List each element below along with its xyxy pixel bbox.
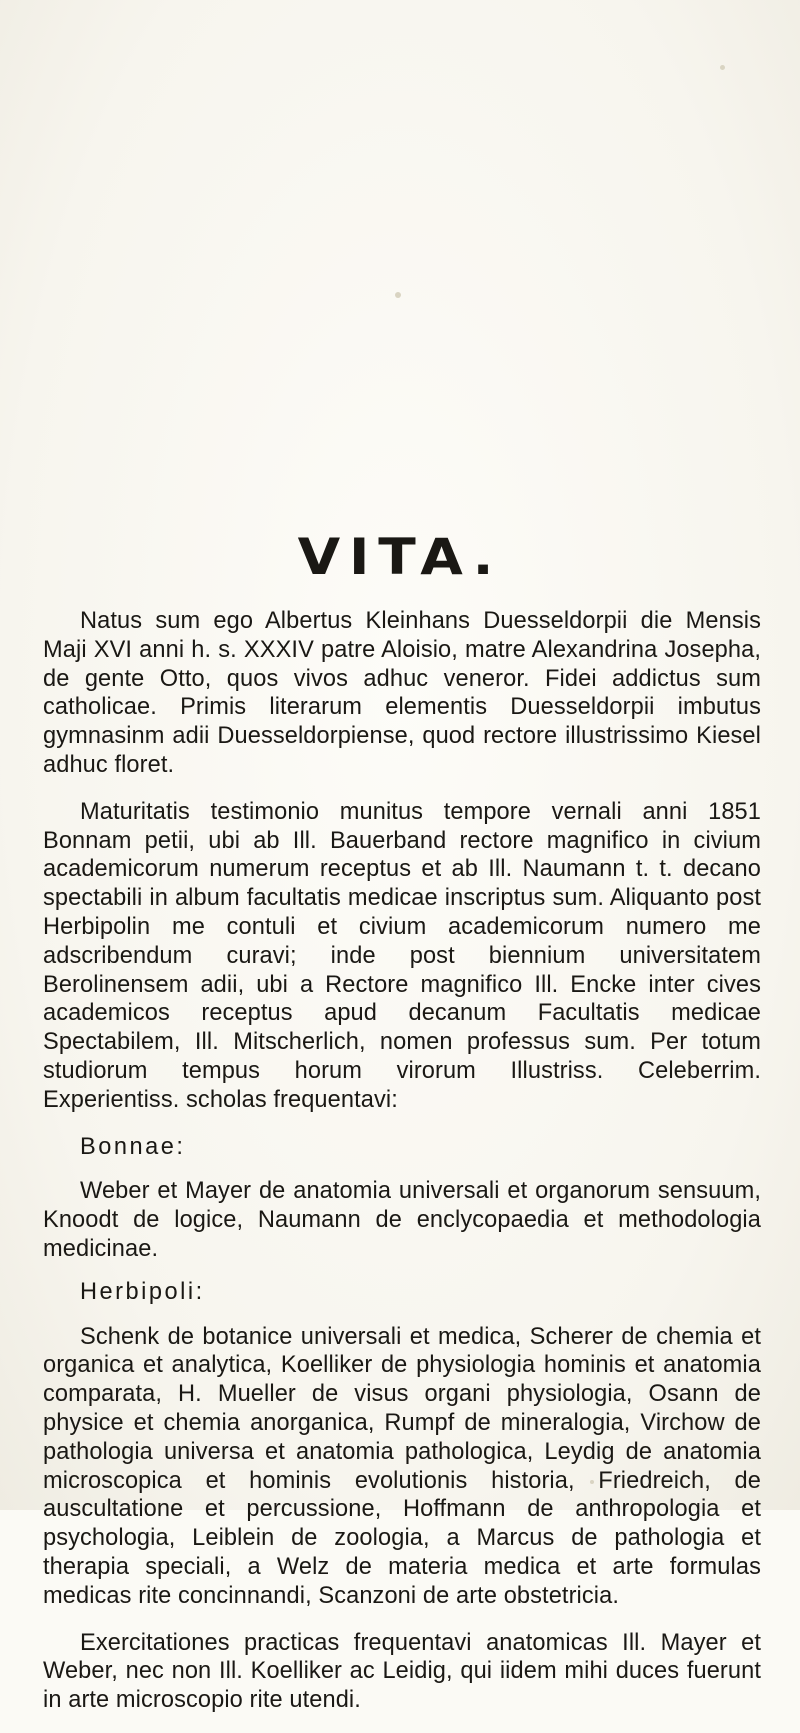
- section-heading-bonnae: Bonnae:: [80, 1133, 186, 1160]
- paragraph-exercitationes: Exercitationes practicas frequentavi anatomicas Ill. Mayer et Weber, nec non Ill. Koelliker ac Leidig, qui iidem mihi duces fuerunt in arte microscopio rite utendi.: [43, 1629, 761, 1714]
- section-heading-herbipoli: Herbipoli:: [80, 1278, 205, 1305]
- document-body: [43, 607, 761, 1733]
- paper-speck: [395, 292, 401, 298]
- paragraph-studies: Maturitatis testimonio munitus tempore vernali anni 1851 Bonnam petii, ubi ab Ill. Bauerband rectore magnifico in civium academicorum numerum receptus et ab Ill. Naumann t. t. decano spectabili in album facultatis medicae inscriptus sum. Aliquanto post Herbipolin me contuli et civium academicorum numero me adscribendum curavi; inde post biennium universitatem Berolinensem adii, ubi a Rectore magnifico Ill. Encke inter cives academicos receptus apud decanum Facultatis medicae Spectabilem, Ill. Mitscherlich, nomen professus sum. Per totum studiorum tempus horum virorum Illustriss. Celeberrim. Experientiss. scholas frequentavi:: [43, 798, 761, 1113]
- paragraph-bonnae-teachers: Weber et Mayer de anatomia universali et organorum sensuum, Knoodt de logice, Naumann de enclycopaedia et methodologia medicinae.: [43, 1178, 761, 1262]
- paper-speck: [720, 65, 725, 70]
- page-title: VITA.: [297, 528, 503, 586]
- paragraph-birth: Natus sum ego Albertus Kleinhans Duesseldorpii die Mensis Maji XVI anni h. s. XXXIV patre Aloisio, matre Alexandrina Josepha, de gente Otto, quos vivos adhuc veneror. Fidei addictus sum catholicae. Primis literarum elementis Duesseldorpii imbutus gymnasinm adii Duesseldorpiense, quod rectore illustrissimo Kiesel adhuc floret.: [43, 608, 761, 778]
- paragraph-herbipoli-teachers: Schenk de botanice universali et medica, Scherer de chemia et organica et analytica, Koelliker de physiologia hominis et anatomia comparata, H. Mueller de visus organi physiologia, Osann de physice et chemia anorganica, Rumpf de mineralogia, Virchow de pathologia universa et anatomia pathologica, Leydig de anatomia microscopica et hominis evolutionis historia, Friedreich, de auscultatione et percussione, Hoffmann de anthropologia et psychologia, Leiblein de zoologia, a Marcus de pathologia et therapia speciali, a Welz de materia medica et arte formulas medicas rite concinnandi, Scanzoni de arte obstetricia.: [43, 1323, 761, 1609]
